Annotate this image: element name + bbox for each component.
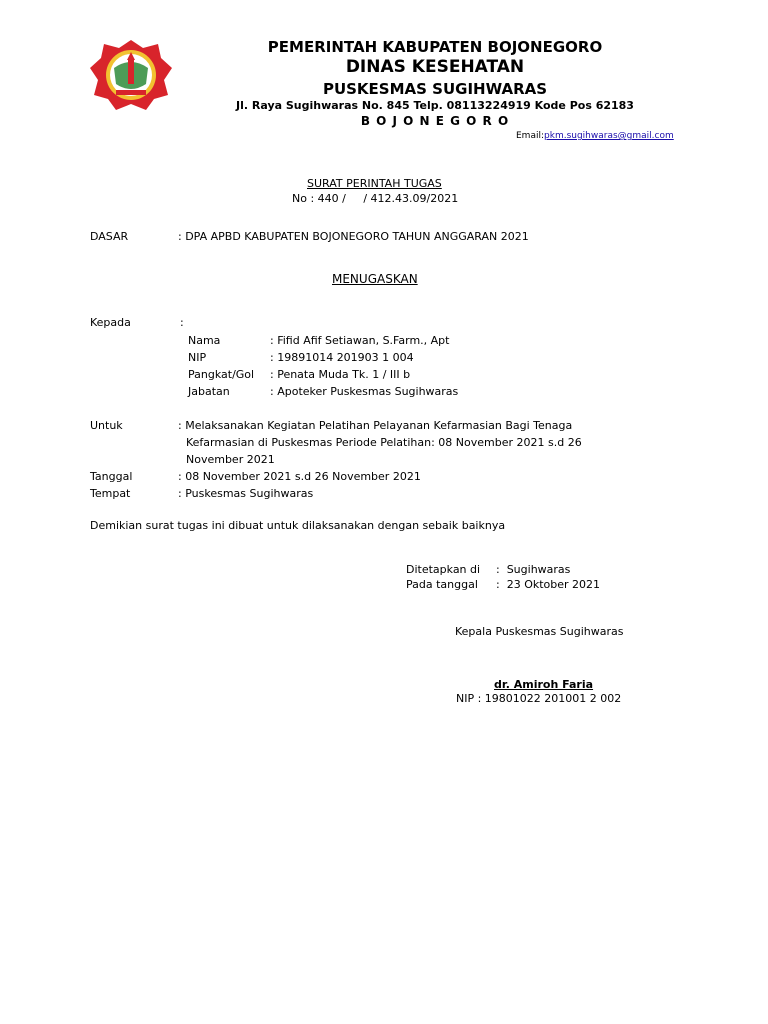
- pada-tanggal-label: Pada tanggal: [406, 578, 478, 591]
- closing-statement: Demikian surat tugas ini dibuat untuk dilaksanakan dengan sebaik baiknya: [90, 519, 506, 532]
- header-government: PEMERINTAH KABUPATEN BOJONEGORO: [267, 38, 603, 56]
- email-link[interactable]: pkm.sugihwaras@gmail.com: [544, 131, 674, 141]
- header-city: B O J O N E G O R O: [360, 114, 510, 128]
- field-value-pangkat: : Penata Muda Tk. 1 / III b: [270, 368, 411, 381]
- signatory-nip: NIP : 19801022 201001 2 002: [456, 692, 622, 705]
- letter-title: SURAT PERINTAH TUGAS: [307, 177, 442, 190]
- tanggal-value: : 08 November 2021 s.d 26 November 2021: [178, 470, 421, 483]
- field-value-nama: : Fifid Afif Setiawan, S.Farm., Apt: [270, 334, 450, 347]
- field-label-nama: Nama: [188, 334, 221, 347]
- dasar-value: : DPA APBD KABUPATEN BOJONEGORO TAHUN ANGGARAN 2021: [178, 230, 529, 243]
- dasar-label: DASAR: [90, 230, 129, 243]
- tanggal-label: Tanggal: [90, 470, 133, 483]
- tempat-label: Tempat: [90, 487, 131, 500]
- pada-tanggal-value: : 23 Oktober 2021: [496, 578, 601, 591]
- untuk-label: Untuk: [90, 419, 123, 432]
- header-email-line: [516, 131, 674, 141]
- untuk-line-1: : Melaksanakan Kegiatan Pelatihan Pelayanan Kefarmasian Bagi Tenaga: [178, 419, 573, 432]
- kepada-colon: :: [180, 316, 184, 329]
- untuk-line-2: Kefarmasian di Puskesmas Periode Pelatihan: 08 November 2021 s.d 26: [186, 436, 582, 449]
- ditetapkan-value: : Sugihwaras: [496, 563, 571, 576]
- kabupaten-logo: [88, 38, 174, 112]
- signatory-position: Kepala Puskesmas Sugihwaras: [455, 625, 624, 638]
- field-label-jabatan: Jabatan: [188, 385, 230, 398]
- field-label-nip: NIP: [188, 351, 207, 364]
- header-address: Jl. Raya Sugihwaras No. 845 Telp. 08113224919 Kode Pos 62183: [236, 99, 634, 112]
- email-label: Email:: [516, 131, 545, 141]
- header-department: DINAS KESEHATAN: [345, 57, 525, 77]
- header-unit: PUSKESMAS SUGIHWARAS: [322, 80, 548, 98]
- field-label-pangkat: Pangkat/Gol: [188, 368, 255, 381]
- menugaskan-heading: MENUGASKAN: [332, 272, 418, 286]
- letter-number: No : 440 / / 412.43.09/2021: [292, 192, 459, 205]
- untuk-line-3: November 2021: [186, 453, 275, 466]
- tempat-value: : Puskesmas Sugihwaras: [178, 487, 314, 500]
- field-value-jabatan: : Apoteker Puskesmas Sugihwaras: [270, 385, 459, 398]
- ditetapkan-label: Ditetapkan di: [406, 563, 481, 576]
- kepada-label: Kepada: [90, 316, 131, 329]
- signatory-name: dr. Amiroh Faria: [494, 678, 594, 691]
- field-value-nip: : 19891014 201903 1 004: [270, 351, 414, 364]
